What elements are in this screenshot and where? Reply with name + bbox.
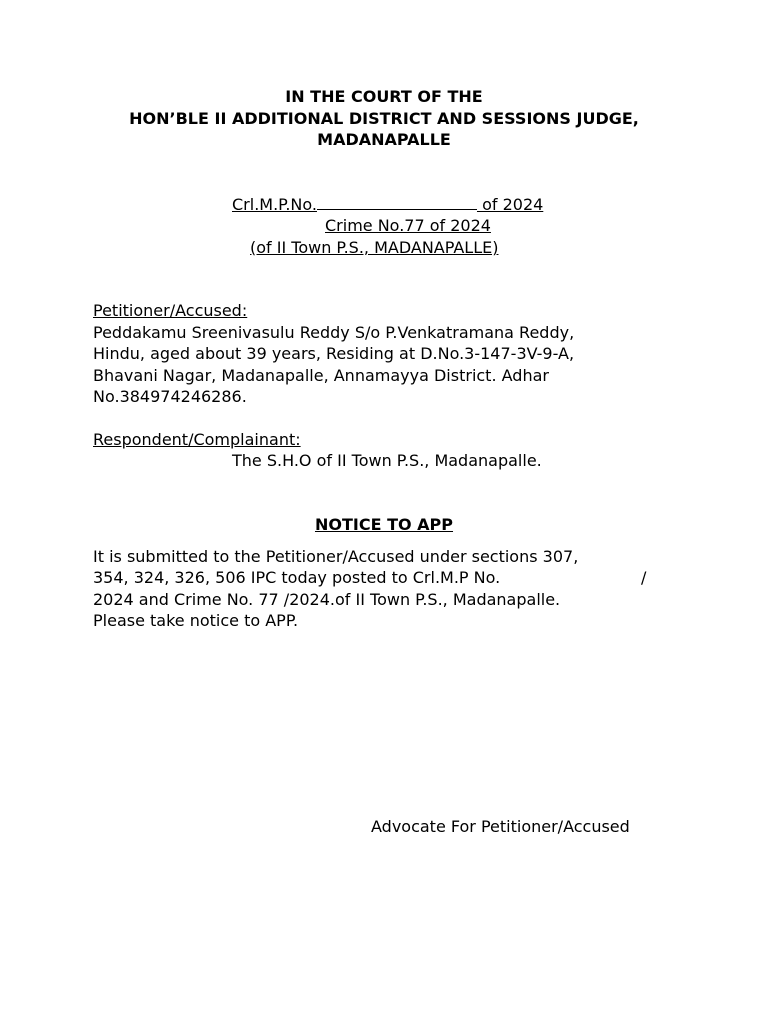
crl-mp-prefix: Crl.M.P.No. [232, 195, 317, 214]
court-heading-line-1: IN THE COURT OF THE [285, 87, 483, 106]
notice-line-2-slash: / [641, 568, 647, 587]
respondent-value: The S.H.O of II Town P.S., Madanapalle. [232, 451, 542, 470]
crl-mp-number-blank [317, 194, 477, 210]
crl-mp-year: of 2024 [476, 195, 544, 214]
notice-line-1: It is submitted to the Petitioner/Accused under sections 307, [93, 547, 579, 566]
petitioner-line-3: Bhavani Nagar, Madanapalle, Annamayya District. Adhar [93, 366, 549, 385]
notice-line-3: 2024 and Crime No. 77 /2024.of II Town P.S., Madanapalle. [93, 590, 561, 609]
police-station: (of II Town P.S., MADANAPALLE) [250, 238, 499, 257]
crl-mp-number-line [232, 194, 543, 216]
notice-title: NOTICE TO APP [314, 515, 454, 534]
petitioner-label: Petitioner/Accused: [93, 301, 248, 320]
petitioner-line-1: Peddakamu Sreenivasulu Reddy S/o P.Venkatramana Reddy, [93, 323, 575, 342]
advocate-signature-label: Advocate For Petitioner/Accused [371, 817, 630, 836]
petitioner-line-2: Hindu, aged about 39 years, Residing at D.No.3-147-3V-9-A, [93, 344, 575, 363]
court-heading-line-2: HON’BLE II ADDITIONAL DISTRICT AND SESSIONS JUDGE, [129, 109, 639, 128]
notice-line-4: Please take notice to APP. [93, 611, 299, 630]
petitioner-line-4: No.384974246286. [93, 387, 247, 406]
crime-number: Crime No.77 of 2024 [325, 216, 491, 235]
respondent-label: Respondent/Complainant: [93, 430, 301, 449]
court-heading-line-3: MADANAPALLE [317, 130, 451, 149]
notice-line-2: 354, 324, 326, 506 IPC today posted to Crl.M.P No. [93, 568, 501, 587]
